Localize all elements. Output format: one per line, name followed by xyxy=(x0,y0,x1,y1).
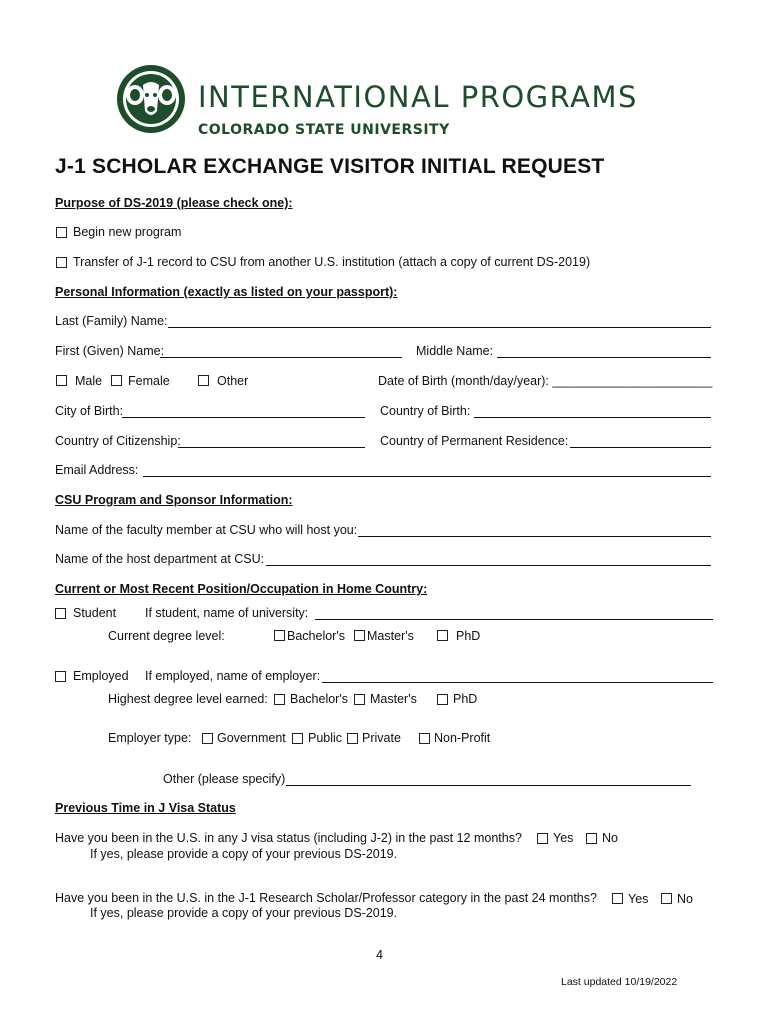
employer-field[interactable] xyxy=(322,682,713,683)
government-checkbox[interactable] xyxy=(202,733,213,744)
q2-note: If yes, please provide a copy of your previous DS-2019. xyxy=(90,906,398,920)
faculty-field[interactable] xyxy=(358,536,711,537)
current-phd-checkbox[interactable] xyxy=(437,630,448,641)
email-label: Email Address: xyxy=(55,463,139,477)
highest-masters-label: Master's xyxy=(370,692,417,706)
highest-masters-checkbox[interactable] xyxy=(354,694,365,705)
page-title: J-1 SCHOLAR EXCHANGE VISITOR INITIAL REQUEST xyxy=(55,155,605,178)
q2-no-checkbox[interactable] xyxy=(661,893,672,904)
program-heading: CSU Program and Sponsor Information: xyxy=(55,493,293,507)
student-university-field[interactable] xyxy=(315,619,713,620)
male-checkbox[interactable] xyxy=(56,375,67,386)
private-label: Private xyxy=(362,731,401,745)
ram-head-logo-icon xyxy=(115,63,187,135)
q2-no-label: No xyxy=(677,892,693,906)
current-masters-checkbox[interactable] xyxy=(354,630,365,641)
student-checkbox[interactable] xyxy=(55,608,66,619)
q2-text: Have you been in the U.S. in the J-1 Research Scholar/Professor category in the past 24 months? xyxy=(55,891,597,905)
current-phd-label: PhD xyxy=(456,629,481,643)
org-name: INTERNATIONAL PROGRAMS xyxy=(198,80,638,114)
student-university-label: If student, name of university: xyxy=(145,606,309,620)
highest-bachelors-checkbox[interactable] xyxy=(274,694,285,705)
highest-phd-label: PhD xyxy=(453,692,478,706)
student-label: Student xyxy=(73,606,117,620)
male-label: Male xyxy=(75,374,103,388)
current-masters-label: Master's xyxy=(367,629,414,643)
q1-no-checkbox[interactable] xyxy=(586,833,597,844)
position-heading: Current or Most Recent Position/Occupation in Home Country: xyxy=(55,582,428,596)
employer-type-label: Employer type: xyxy=(108,731,192,745)
middle-name-field[interactable] xyxy=(497,357,711,358)
other-gender-label: Other xyxy=(217,374,249,388)
q1-text: Have you been in the U.S. in any J visa status (including J-2) in the past 12 months? xyxy=(55,831,522,845)
employer-label: If employed, name of employer: xyxy=(145,669,321,683)
transfer-label: Transfer of J-1 record to CSU from another U.S. institution (attach a copy of current DS-2019) xyxy=(73,255,591,269)
begin-new-checkbox[interactable] xyxy=(56,227,67,238)
highest-bachelors-label: Bachelor's xyxy=(290,692,348,706)
female-checkbox[interactable] xyxy=(111,375,122,386)
q1-note: If yes, please provide a copy of your previous DS-2019. xyxy=(90,847,398,861)
transfer-checkbox[interactable] xyxy=(56,257,67,268)
female-label: Female xyxy=(128,374,170,388)
begin-new-label: Begin new program xyxy=(73,225,182,239)
previous-heading: Previous Time in J Visa Status xyxy=(55,801,236,815)
private-checkbox[interactable] xyxy=(347,733,358,744)
current-bachelors-label: Bachelor's xyxy=(287,629,345,643)
faculty-label: Name of the faculty member at CSU who will host you: xyxy=(55,523,358,537)
q1-no-label: No xyxy=(602,831,618,845)
dob-field[interactable]: Date of Birth (month/day/year): _______________________ xyxy=(378,374,713,388)
email-field[interactable] xyxy=(143,476,711,477)
q1-yes-label: Yes xyxy=(553,831,574,845)
employed-label: Employed xyxy=(73,669,129,683)
citizenship-label: Country of Citizenship: xyxy=(55,434,181,448)
last-name-field[interactable] xyxy=(168,327,711,328)
purpose-heading: Purpose of DS-2019 (please check one): xyxy=(55,196,293,210)
current-degree-label: Current degree level: xyxy=(108,629,225,643)
department-label: Name of the host department at CSU: xyxy=(55,552,265,566)
employed-checkbox[interactable] xyxy=(55,671,66,682)
other-specify-label: Other (please specify) xyxy=(163,772,286,786)
current-bachelors-checkbox[interactable] xyxy=(274,630,285,641)
nonprofit-label: Non-Profit xyxy=(434,731,491,745)
last-name-label: Last (Family) Name: xyxy=(55,314,168,328)
city-birth-label: City of Birth: xyxy=(55,404,124,418)
residence-label: Country of Permanent Residence: xyxy=(380,434,569,448)
other-specify-field[interactable] xyxy=(286,785,691,786)
residence-field[interactable] xyxy=(570,447,711,448)
citizenship-field[interactable] xyxy=(178,447,365,448)
q2-yes-checkbox[interactable] xyxy=(612,893,623,904)
country-birth-field[interactable] xyxy=(474,417,711,418)
government-label: Government xyxy=(217,731,286,745)
middle-name-label: Middle Name: xyxy=(416,344,494,358)
first-name-field[interactable] xyxy=(160,357,402,358)
city-birth-field[interactable] xyxy=(122,417,365,418)
nonprofit-checkbox[interactable] xyxy=(419,733,430,744)
q2-yes-label: Yes xyxy=(628,892,649,906)
last-updated: Last updated 10/19/2022 xyxy=(561,976,678,988)
highest-degree-label: Highest degree level earned: xyxy=(108,692,268,706)
highest-phd-checkbox[interactable] xyxy=(437,694,448,705)
country-birth-label: Country of Birth: xyxy=(380,404,471,418)
other-gender-checkbox[interactable] xyxy=(198,375,209,386)
personal-heading: Personal Information (exactly as listed on your passport): xyxy=(55,285,398,299)
public-label: Public xyxy=(308,731,343,745)
first-name-label: First (Given) Name: xyxy=(55,344,165,358)
page-number: 4 xyxy=(376,948,383,962)
q1-yes-checkbox[interactable] xyxy=(537,833,548,844)
university-name: COLORADO STATE UNIVERSITY xyxy=(198,122,450,138)
department-field[interactable] xyxy=(266,565,711,566)
public-checkbox[interactable] xyxy=(292,733,303,744)
